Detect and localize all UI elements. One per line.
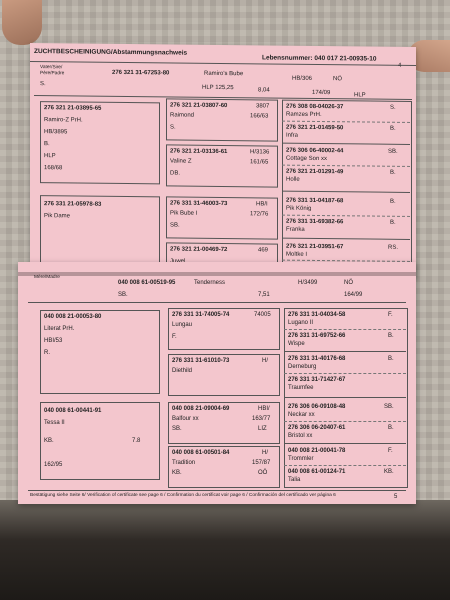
m2-score: 7.8 [132, 438, 141, 444]
gg3-id: 276 321 21-01291-49 [286, 168, 344, 176]
certificate-page-dam [18, 262, 416, 504]
h4-data: 157/87 [252, 460, 271, 466]
hh0-farbe: F. [388, 312, 393, 318]
g3-farbe: SB. [170, 222, 180, 229]
hh4-id: 276 306 06-09108-48 [288, 404, 346, 410]
hh1-farbe: B. [388, 333, 394, 339]
gg6-farbe: RS. [388, 244, 399, 251]
h3-land: LIZ [258, 426, 267, 432]
gg2-id: 276 306 06-40002-44 [286, 147, 344, 155]
g2-data: 161/65 [250, 159, 269, 166]
sire-label: Vater/Sire/ Père/Padre [40, 65, 65, 77]
sire-reg: HB/306 [292, 75, 313, 82]
gg5-farbe: B. [390, 219, 396, 226]
g4-id: 276 321 21-00469-72 [170, 246, 228, 254]
hh6-farbe: F. [388, 448, 393, 454]
hh3-id: 276 331 31-71427-67 [288, 377, 346, 383]
gg5-name: Franka [286, 226, 305, 233]
gg6-name: Moltke I [286, 251, 308, 258]
g1-farbe: S. [170, 124, 176, 131]
g3-reg: HB/I [256, 201, 268, 208]
hh2-id: 276 331 31-40176-68 [288, 356, 346, 362]
gg4-name: Pik König [286, 205, 312, 212]
p1-datum: 168/68 [44, 165, 63, 172]
sire-extra: HLP [354, 92, 366, 99]
hh2-name: Derneburg [288, 364, 317, 370]
left-thumb [2, 0, 42, 45]
h1-id: 276 331 31-74005-74 [172, 312, 230, 318]
dam-score: 7,51 [258, 292, 270, 298]
p1-reg: HB/3895 [44, 129, 68, 136]
parent-box-sire [40, 101, 160, 184]
m2-id: 040 008 61-00441-91 [44, 408, 102, 414]
certificate-page-sire [30, 43, 416, 277]
hh1-name: Wispe [288, 341, 305, 347]
gg1-id: 276 321 21-01459-50 [286, 124, 344, 132]
hh2-farbe: B. [388, 356, 394, 362]
g1-name: Raimond [170, 112, 195, 119]
hh3-name: Traumfee [288, 385, 314, 391]
dam-datum: 164/99 [344, 292, 363, 298]
g1-data: 166/63 [250, 113, 269, 120]
sire-id: 276 321 31-67253-80 [112, 69, 170, 77]
gg3-name: Holle [286, 176, 300, 183]
p1-id: 276 321 21-03895-65 [44, 105, 102, 112]
gg4-farbe: B. [390, 198, 396, 205]
hh5-id: 276 306 06-20407-61 [288, 425, 346, 431]
m1-id: 040 008 21-00053-80 [44, 314, 102, 320]
sire-datum: 174/09 [312, 89, 331, 97]
gg5-id: 276 331 31-69382-66 [286, 218, 344, 226]
sire-land: NÖ [333, 76, 342, 83]
h2-reg: H/ [262, 358, 268, 364]
h2-id: 276 331 31-61010-73 [172, 358, 230, 364]
g2-id: 276 321 21-03136-61 [170, 148, 228, 156]
h3-reg: HBI/ [258, 406, 270, 412]
dark-surface [0, 500, 450, 600]
hh5-name: Bristol xx [288, 433, 313, 439]
p2-id: 276 331 21-05978-83 [44, 201, 102, 208]
hh7-name: Talia [288, 477, 301, 483]
m2-datum: 162/95 [44, 462, 63, 468]
g4-nr: 469 [258, 247, 269, 254]
dam-id: 040 008 61-00519-95 [118, 280, 176, 286]
hh4-name: Neckar xx [288, 412, 315, 418]
g1-id: 276 321 21-03807-60 [170, 102, 228, 110]
h3-farbe: SB. [172, 426, 182, 432]
dam-land: NÖ [344, 280, 353, 286]
hh4-farbe: SB. [384, 404, 394, 410]
page-number-top: 4 [398, 62, 402, 69]
gg4-id: 276 331 31-04187-68 [286, 197, 344, 205]
g2-reg: H/3136 [250, 149, 270, 156]
dam-reg: H/3499 [298, 280, 318, 286]
document-title: ZUCHTBESCHEINIGUNG/Abstammungsnachweis [34, 48, 188, 57]
h4-reg: H/ [262, 450, 268, 456]
p1-name: Ramiro-Z PrH. [44, 117, 83, 124]
gg2-farbe: SB. [388, 148, 398, 155]
g3-data: 172/76 [250, 211, 269, 218]
h4-id: 040 008 61-00501-84 [172, 450, 230, 456]
footer-verification: Bestätigung siehe Seite 6/ Verification of certificate see page 6 / Confirmation du certificat voir page 6 / Confirmación del certificado ver página 6 [30, 493, 336, 498]
gg6-id: 276 321 21-03951-67 [286, 243, 344, 251]
h1-name: Lungau [172, 322, 193, 328]
page-number-bottom: 5 [394, 494, 398, 500]
g1-nr: 3807 [256, 103, 270, 110]
hh0-id: 276 331 31-04034-58 [288, 312, 346, 318]
sire-leistung: HLP 125,25 [202, 84, 234, 92]
m2-farbe: KB. [44, 438, 54, 444]
g2-name: Valine Z [170, 158, 192, 165]
h3-data: 163/77 [252, 416, 271, 422]
h3-name: Balfour xx [172, 416, 199, 422]
m1-name: Literat PrH. [44, 326, 75, 332]
dam-label: Mère/Madre [34, 275, 60, 280]
hh1-id: 276 331 31-69752-66 [288, 333, 346, 339]
gg2-name: Cottage Son xx [286, 155, 328, 163]
h4-land: OÖ [258, 470, 268, 476]
dam-farbe: SB. [118, 292, 128, 298]
h4-name: Tradition [172, 460, 196, 466]
m2-name: Tessa II [44, 420, 65, 426]
sire-score: 8,04 [258, 87, 270, 94]
hh5-farbe: B. [388, 425, 394, 431]
gg3-farbe: B. [390, 169, 396, 176]
dam-name: Tenderness [194, 280, 226, 286]
sire-farbe: S. [40, 81, 46, 88]
p2-name: Pik Dame [44, 213, 71, 220]
gg1-name: Infra [286, 132, 299, 139]
lebensnummer: Lebensnummer: 040 017 21-00935-10 [262, 54, 377, 63]
gg1-farbe: B. [390, 125, 396, 132]
g2-farbe: DB. [170, 170, 181, 177]
h1-farbe: F. [172, 334, 177, 340]
hh6-id: 040 008 21-00041-78 [288, 448, 346, 454]
p1-farbe: B. [44, 141, 50, 148]
parent-box-sire-of-dam [40, 310, 160, 394]
h1-nr: 74005 [254, 312, 271, 318]
gg0-name: Ramzes PrH. [286, 111, 322, 119]
g3-name: Pik Bube I [170, 210, 198, 217]
h4-farbe: KB. [172, 470, 182, 476]
book-spine-fold [18, 272, 416, 276]
hh7-farbe: KB. [384, 469, 394, 475]
p1-leistung: HLP [44, 153, 56, 160]
hh6-name: Trommler [288, 456, 314, 462]
sire-name: Ramiro's Bube [204, 70, 244, 78]
gg0-id: 276 308 08-04026-37 [286, 103, 344, 111]
hh7-id: 040 008 61-00124-71 [288, 469, 346, 475]
h2-name: Diethild [172, 368, 193, 374]
hh0-name: Lugano II [288, 320, 314, 326]
m1-reg: HBI/53 [44, 338, 63, 344]
gg0-farbe: S. [390, 104, 396, 111]
g3-id: 276 331 31-46003-73 [170, 200, 228, 208]
m1-farbe: R. [44, 350, 50, 356]
h3-id: 040 008 21-09004-69 [172, 406, 230, 412]
